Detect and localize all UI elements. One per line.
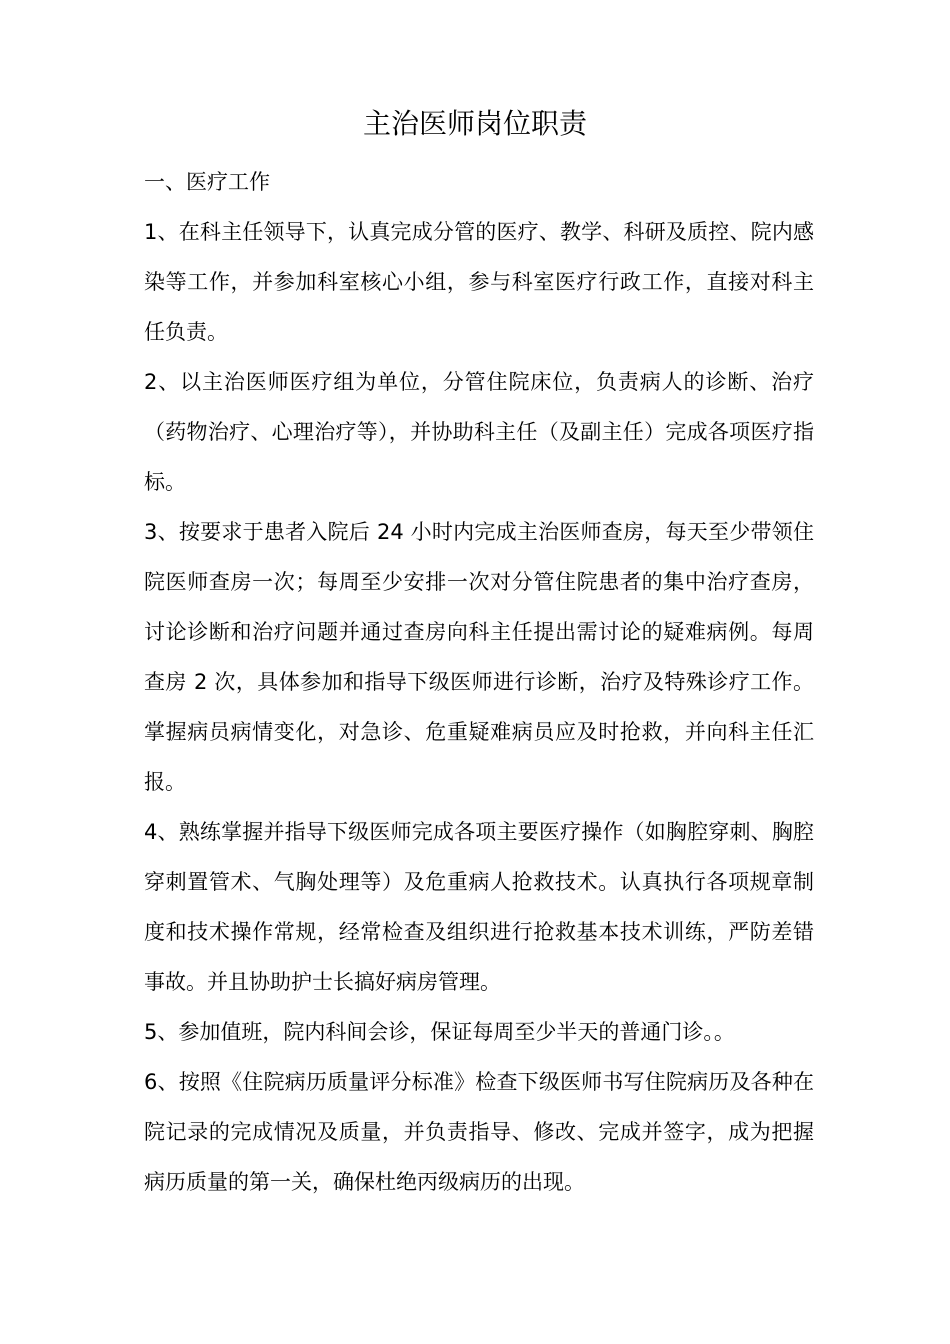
section-heading: 一、医疗工作 bbox=[144, 170, 270, 194]
document-title: 主治医师岗位职责 bbox=[362, 107, 587, 140]
paragraph-1: 1、在科主任领导下，认真完成分管的医疗、教学、科研及质控、院内感染等工作，并参加科室核心小组，参与科室医疗行政工作，直接对科主任负责。 bbox=[144, 220, 814, 344]
paragraph-3: 3、按要求于患者入院后 24 小时内完成主治医师查房，每天至少带领住院医师查房一次；每周至少安排一次对分管住院患者的集中治疗查房，讨论诊断和治疗问题并通过查房向科主任提出需讨论的疑难病例。每周查房 2 次，具体参加和指导下级医师进行诊断，治疗及特殊诊疗工作。掌握病员病情变化，对急诊、危重疑难病员应及时抢救，并向科主任汇报。 bbox=[144, 520, 814, 794]
paragraph-4: 4、熟练掌握并指导下级医师完成各项主要医疗操作（如胸腔穿刺、胸腔穿刺置管术、气胸处理等）及危重病人抢救技术。认真执行各项规章制度和技术操作常规，经常检查及组织进行抢救基本技术训练，严防差错事故。并且协助护士长搞好病房管理。 bbox=[144, 820, 814, 994]
paragraph-2: 2、以主治医师医疗组为单位，分管住院床位，负责病人的诊断、治疗（药物治疗、心理治疗等），并协助科主任（及副主任）完成各项医疗指标。 bbox=[144, 370, 814, 494]
document-body bbox=[144, 157, 814, 1207]
paragraph-6: 6、按照《住院病历质量评分标准》检查下级医师书写住院病历及各种在院记录的完成情况及质量，并负责指导、修改、完成并签字，成为把握病历质量的第一关，确保杜绝丙级病历的出现。 bbox=[144, 1070, 814, 1194]
paragraph-5: 5、参加值班，院内科间会诊，保证每周至少半天的普通门诊。。 bbox=[144, 1020, 735, 1044]
